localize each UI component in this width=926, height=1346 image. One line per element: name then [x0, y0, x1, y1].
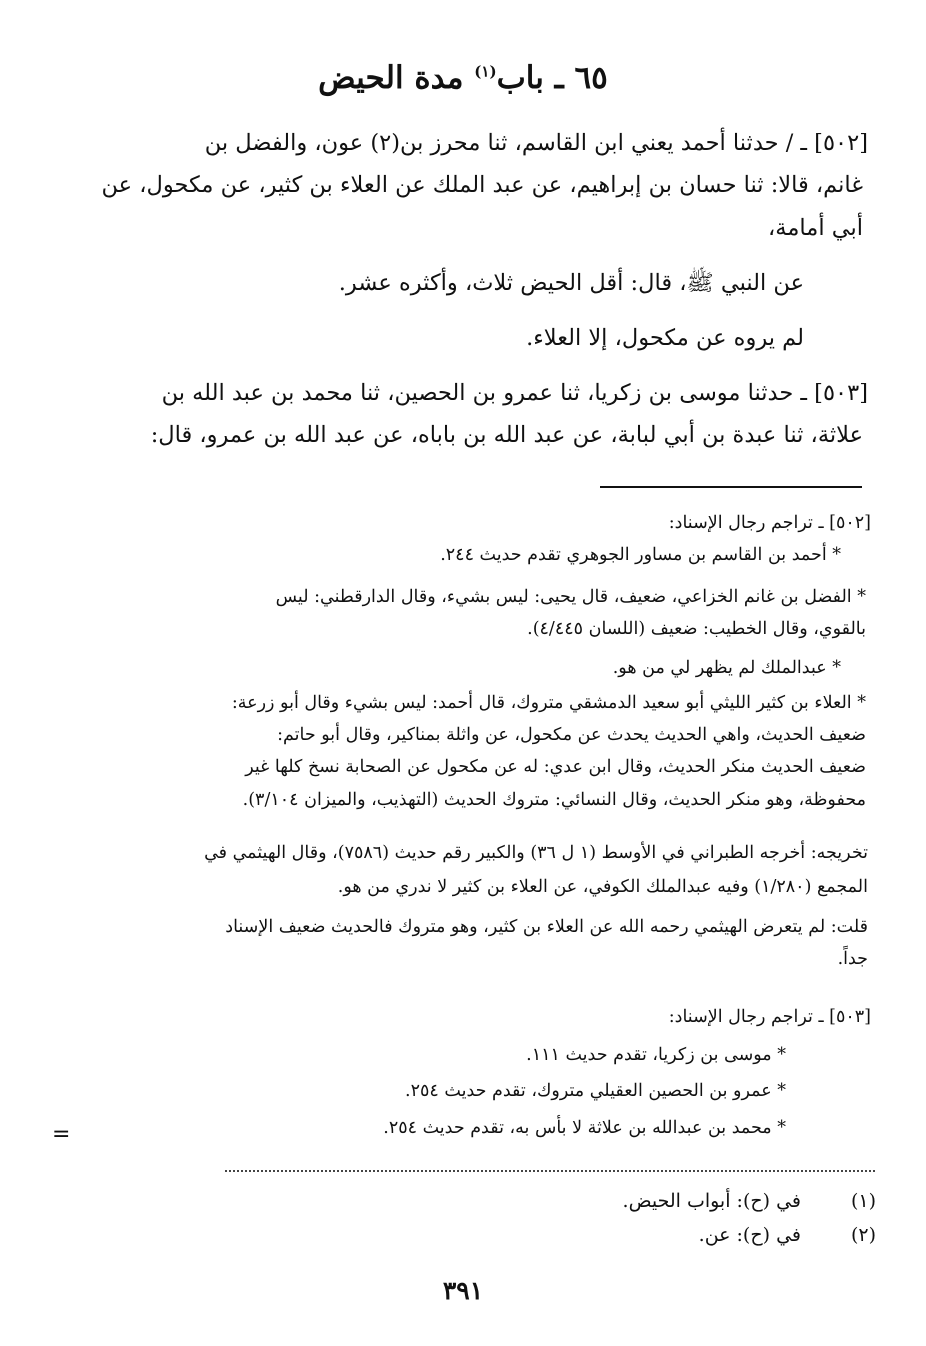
footnote-separator: [600, 486, 862, 488]
footnote-502-narrator-4c: ضعيف الحديث منكر الحديث، وقال ابن عدي: له عن مكحول عن الصحابة نسخ كلها غير: [245, 757, 866, 777]
footnote-502-comment-1: قلت: لم يتعرض الهيثمي رحمه الله عن العلاء بن كثير، وهو متروك فالحديث ضعيف الإسناد: [225, 917, 868, 937]
hadith-503-line-1: [٥٠٣] ـ حدثنا موسى بن زكريا، ثنا عمرو بن الحصين، ثنا محمد بن عبد الله بن: [161, 380, 868, 406]
footnote-502-narrator-4d: محفوظة، وهو منكر الحديث، وقال النسائي: متروك الحديث (التهذيب، والميزان ٣/١٠٤).: [242, 790, 866, 810]
footnote-502-takhrij-2: المجمع (١/٢٨٠) وفيه عبدالملك الكوفي، عن العلاء بن كثير لا ندري من هو.: [337, 877, 868, 897]
footnote-502-takhrij-1: تخريجه: أخرجه الطبراني في الأوسط (١ ل ٣٦) والكبير رقم حديث (٧٥٨٦)، وقال الهيثمي في: [204, 843, 868, 863]
chapter-heading-title: مدة الحيض: [318, 60, 464, 96]
hadith-503-line-2: علاثة، ثنا عبدة بن أبي لبابة، عن عبد الله بن باباه، عن عبد الله بن عمرو، قال:: [150, 422, 863, 448]
footnote-503-narrator-2: * عمرو بن الحصين العقيلي متروك، تقدم حديث ٢٥٤.: [405, 1081, 786, 1101]
footnote-502-comment-2: جداً.: [837, 949, 868, 969]
editorial-note-1-text: في (ح): أبواب الحيض.: [622, 1190, 801, 1212]
hadith-502-line-4: عن النبي ﷺ، قال: أقل الحيض ثلاث، وأكثره عشر.: [338, 270, 804, 296]
hadith-502-line-3: أبي أمامة،: [768, 215, 863, 241]
footnote-503-narrator-1: * موسى بن زكريا، تقدم حديث ١١١.: [526, 1045, 786, 1065]
editorial-note-1-number: (١): [850, 1190, 876, 1212]
footnote-502-narrator-3: * عبدالملك لم يظهر لي من هو.: [612, 658, 841, 678]
editorial-note-2-text: في (ح): عن.: [698, 1224, 801, 1246]
editorial-note-2: [76, 1220, 876, 1250]
page-number: ٣٩١: [442, 1276, 484, 1305]
footnote-503-narrator-3: * محمد بن عبدالله بن علاثة لا بأس به، تقدم حديث ٢٥٤.: [383, 1118, 786, 1138]
footnote-502-narrator-1: * أحمد بن القاسم بن مساور الجوهري تقدم حديث ٢٤٤.: [440, 545, 841, 565]
chapter-note-marker: (١): [474, 62, 497, 81]
footnote-502-narrator-2a: * الفضل بن غانم الخزاعي، ضعيف، قال يحيى: ليس بشيء، وقال الدارقطني: ليس: [275, 587, 866, 607]
hadith-502-line-5: لم يروه عن مكحول، إلا العلاء.: [526, 325, 804, 351]
hadith-502-line-2: غانم، قالا: ثنا حسان بن إبراهيم، عن عبد الملك عن العلاء بن كثير، عن مكحول، عن: [101, 172, 863, 198]
footnote-502-heading: [٥٠٢] ـ تراجم رجال الإسناد:: [668, 513, 871, 533]
notes-separator: [225, 1170, 875, 1172]
editorial-note-1: [76, 1186, 876, 1216]
footnote-502-narrator-4b: ضعيف الحديث، واهي الحديث يحدث عن مكحول، عن واثلة بمناكير، وقال أبو حاتم:: [277, 725, 866, 745]
chapter-heading: [0, 60, 926, 96]
editorial-note-2-number: (٢): [850, 1224, 876, 1246]
footnote-502-narrator-4a: * العلاء بن كثير الليثي أبو سعيد الدمشقي متروك، قال أحمد: ليس بشيء وقال أبو زرعة:: [231, 693, 866, 713]
hadith-502-line-1: [٥٠٢] ـ / حدثنا أحمد يعني ابن القاسم، ثنا محرز بن(٢) عون، والفضل بن: [204, 130, 868, 156]
chapter-heading-prefix: ٦٥ ـ باب: [496, 60, 608, 96]
footnote-502-narrator-2b: بالقوي، وقال الخطيب: ضعيف (اللسان ٤/٤٤٥).: [527, 619, 866, 639]
continuation-mark: =: [52, 1122, 71, 1147]
footnote-503-heading: [٥٠٣] ـ تراجم رجال الإسناد:: [668, 1007, 871, 1027]
